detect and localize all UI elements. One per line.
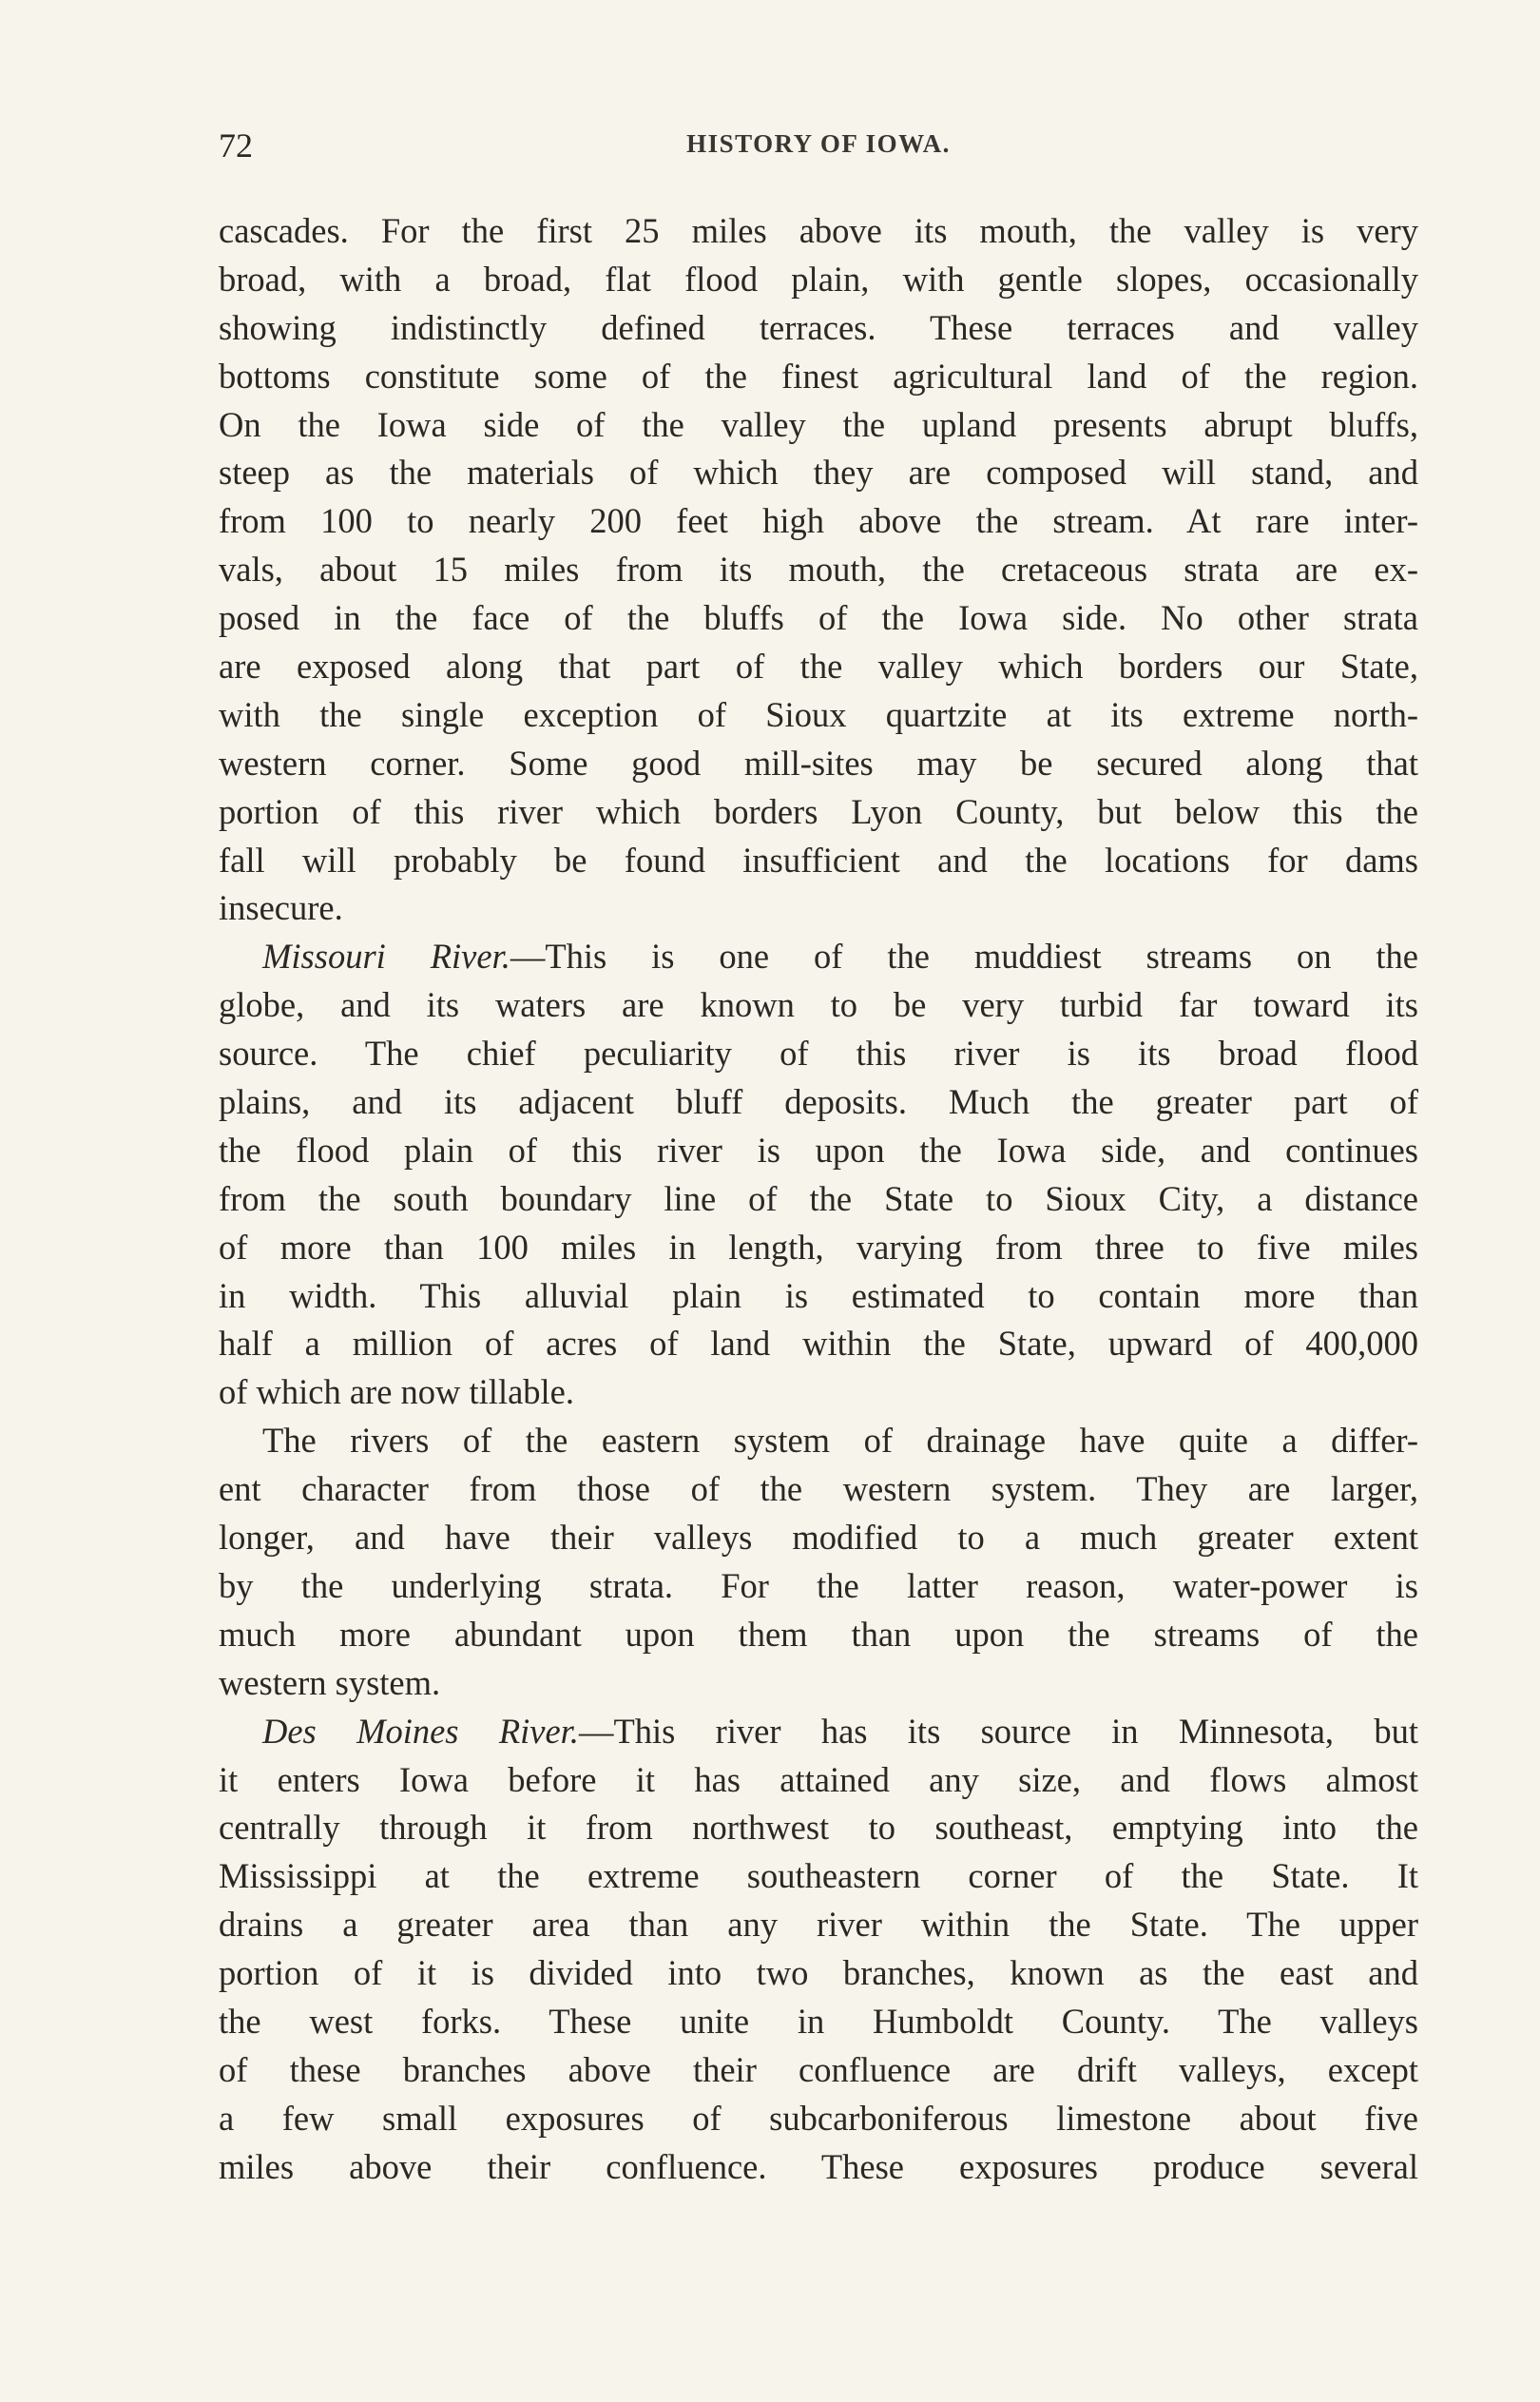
line-text: —This river has its source in Minnesota, but [578, 1711, 1418, 1751]
text-line [219, 1562, 1418, 1611]
text-line [219, 740, 1418, 788]
line-text: of which are now tillable. [219, 1372, 575, 1412]
text-line [219, 1030, 1418, 1078]
text-line [219, 1417, 1418, 1465]
line-text: the flood plain of this river is upon the Iowa side, and continues [219, 1130, 1418, 1170]
line-text: miles above their confluence. These exposures produce several [219, 2146, 1418, 2186]
text-line [219, 1611, 1418, 1659]
line-text: broad, with a broad, flat flood plain, with gentle slopes, occasionally [219, 259, 1418, 299]
line-text: insecure. [219, 888, 343, 928]
line-text: half a million of acres of land within the State, upward of 400,000 [219, 1324, 1418, 1364]
line-text: steep as the materials of which they are composed will stand, and [219, 453, 1418, 493]
line-text: On the Iowa side of the valley the upland presents abrupt bluffs, [219, 404, 1418, 444]
line-text: portion of it is divided into two branches, known as the east and [219, 1953, 1418, 1993]
text-line [219, 401, 1418, 450]
line-text: source. The chief peculiarity of this river is its broad flood [219, 1034, 1418, 1074]
text-line [219, 933, 1418, 981]
line-text: bottoms constitute some of the finest agricultural land of the region. [219, 356, 1418, 396]
text-line [219, 1804, 1418, 1852]
line-text: globe, and its waters are known to be very turbid far toward its [219, 985, 1418, 1025]
line-text: vals, about 15 miles from its mouth, the cretaceous strata are ex- [219, 550, 1418, 590]
line-text: drains a greater area than any river within the State. The upper [219, 1905, 1418, 1945]
page-header [219, 126, 1418, 164]
line-text: cascades. For the first 25 miles above its mouth, the valley is very [219, 211, 1418, 250]
text-line [219, 2143, 1418, 2192]
page-body-text [219, 207, 1418, 2192]
line-text: The rivers of the eastern system of drainage have quite a differ- [262, 1421, 1418, 1461]
section-heading: Des Moines River. [262, 1711, 579, 1751]
text-line [219, 594, 1418, 643]
line-text: with the single exception of Sioux quartzite at its extreme north- [219, 694, 1418, 734]
text-line [219, 207, 1418, 256]
line-text: fall will probably be found insufficient and the locations for dams [219, 840, 1418, 880]
text-line [219, 1901, 1418, 1949]
line-text: of more than 100 miles in length, varying from three to five miles [219, 1227, 1418, 1267]
section-heading: Missouri River. [262, 937, 510, 977]
line-text: by the underlying strata. For the latter reason, water-power is [219, 1565, 1418, 1605]
line-text: a few small exposures of subcarboniferous limestone about five [219, 2098, 1418, 2138]
text-line [219, 1998, 1418, 2046]
line-text: of these branches above their confluence are drift valleys, except [219, 2049, 1418, 2089]
line-text: it enters Iowa before it has attained any size, and flows almost [219, 1759, 1418, 1799]
text-line [219, 449, 1418, 497]
text-line [219, 1368, 1418, 1417]
text-line [219, 546, 1418, 594]
line-text: much more abundant upon them than upon the streams of the [219, 1614, 1418, 1654]
line-text: portion of this river which borders Lyon County, but below this the [219, 791, 1418, 831]
line-text: Mississippi at the extreme southeastern corner of the State. It [219, 1856, 1418, 1896]
text-line [219, 1659, 1418, 1708]
text-line [219, 1078, 1418, 1127]
line-text: centrally through it from northwest to southeast, emptying into the [219, 1808, 1418, 1848]
text-line [219, 1272, 1418, 1321]
text-line [219, 497, 1418, 546]
text-line [219, 304, 1418, 353]
text-line [219, 1852, 1418, 1901]
text-line [219, 1514, 1418, 1562]
text-line [219, 1224, 1418, 1272]
text-line [219, 1175, 1418, 1224]
page-number: 72 [219, 126, 253, 165]
text-line [219, 691, 1418, 740]
text-line [219, 1465, 1418, 1514]
line-text: longer, and have their valleys modified to a much greater extent [219, 1518, 1418, 1558]
text-line [219, 256, 1418, 304]
line-text: ent character from those of the western system. They are larger, [219, 1469, 1418, 1509]
running-head: HISTORY OF IOWA. [686, 129, 951, 158]
line-text: western system. [219, 1662, 441, 1702]
line-text: —This is one of the muddiest streams on the [510, 937, 1418, 977]
line-text: the west forks. These unite in Humboldt County. The valleys [219, 2001, 1418, 2041]
text-line [219, 837, 1418, 885]
text-line [219, 353, 1418, 401]
text-line [219, 1708, 1418, 1756]
line-text: in width. This alluvial plain is estimated to contain more than [219, 1275, 1418, 1315]
text-line [219, 1756, 1418, 1805]
line-text: western corner. Some good mill-sites may be secured along that [219, 743, 1418, 783]
text-line [219, 884, 1418, 933]
text-line [219, 2046, 1418, 2095]
line-text: showing indistinctly defined terraces. These terraces and valley [219, 307, 1418, 347]
text-line [219, 788, 1418, 837]
text-line [219, 1320, 1418, 1368]
line-text: from 100 to nearly 200 feet high above the stream. At rare inter- [219, 501, 1418, 541]
text-line [219, 1127, 1418, 1175]
text-line [219, 643, 1418, 691]
line-text: plains, and its adjacent bluff deposits. Much the greater part of [219, 1082, 1418, 1122]
line-text: from the south boundary line of the State to Sioux City, a distance [219, 1178, 1418, 1218]
line-text: are exposed along that part of the valley which borders our State, [219, 647, 1418, 687]
text-line [219, 981, 1418, 1030]
text-line [219, 2095, 1418, 2143]
text-line [219, 1949, 1418, 1998]
line-text: posed in the face of the bluffs of the Iowa side. No other strata [219, 598, 1418, 638]
